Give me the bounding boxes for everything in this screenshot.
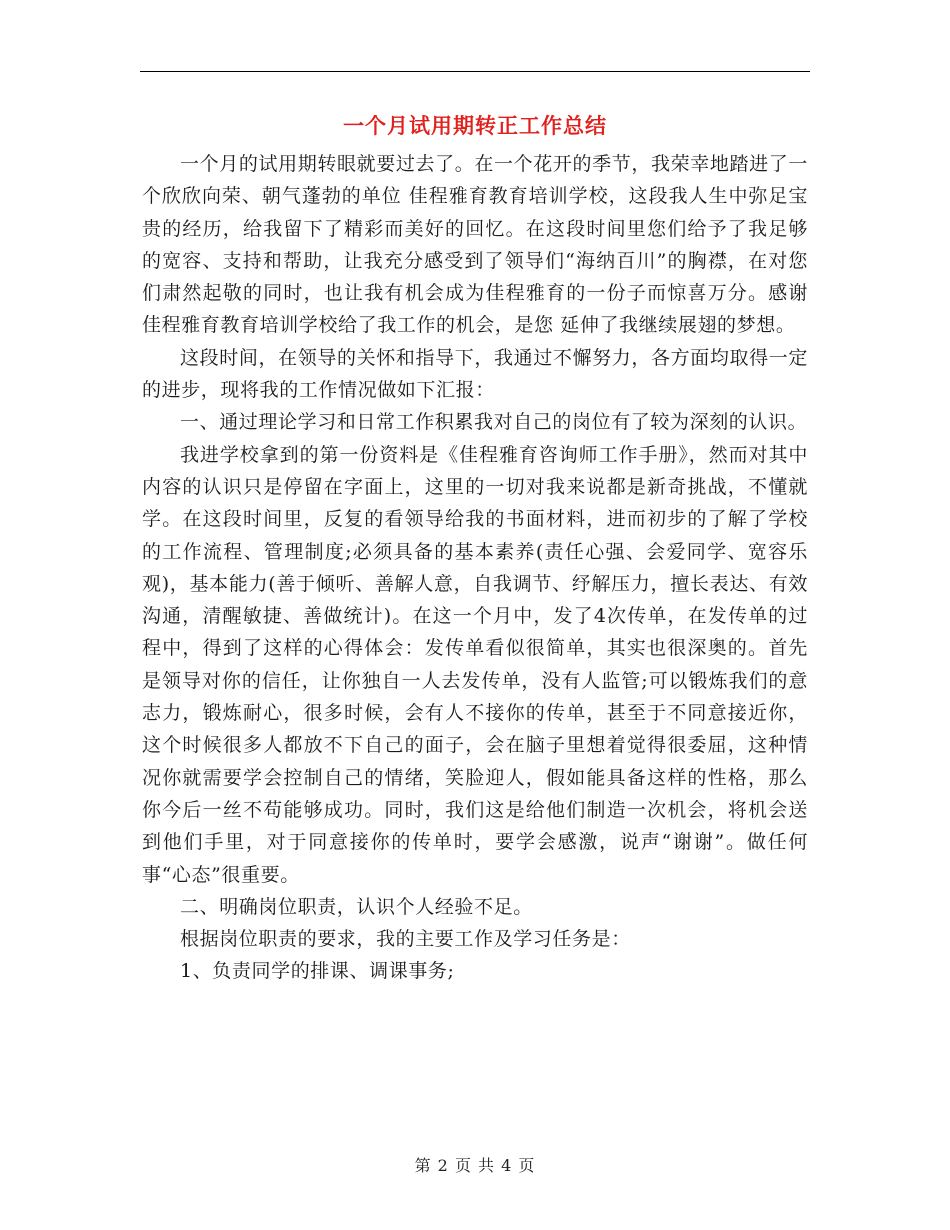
page-number: 第 2 页 共 4 页 xyxy=(414,1156,536,1175)
header-rule xyxy=(140,71,810,72)
paragraph-intro: 一个月的试用期转眼就要过去了。在一个花开的季节，我荣幸地踏进了一个欣欣向荣、朝气蓬勃的单位 佳程雅育教育培训学校，这段我人生中弥足宝贵的经历，给我留下了精彩而美好的回忆。在这段时间里您们给予了我足够的宽容、支持和帮助，让我充分感受到了领导们“海纳百川”的胸襟，在对您们肃然起敬的同时，也让我有机会成为佳程雅育的一份子而惊喜万分。感谢佳程雅育教育培训学校给了我工作的机会，是您 延伸了我继续展翅的梦想。 xyxy=(142,153,808,337)
duty-item-1: 1、负责同学的排课、调课事务; xyxy=(180,960,455,983)
section-heading-2: 二、明确岗位职责，认识个人经验不足。 xyxy=(180,895,533,918)
document-body xyxy=(142,148,808,988)
paragraph-learning: 我进学校拿到的第一份资料是《佳程雅育咨询师工作手册》，然而对其中内容的认识只是停留在字面上，这里的一切对我来说都是新奇挑战，不懂就学。在这段时间里，反复的看领导给我的书面材料，进而初步的了解了学校的工作流程、管理制度;必须具备的基本素养(责任心强、会爱同学、宽容乐观)，基本能力(善于倾听、善解人意，自我调节、纾解压力，擅长表达、有效沟通，清醒敏捷、善做统计)。在这一个月中，发了4次传单，在发传单的过程中，得到了这样的心得体会：发传单看似很简单，其实也很深奥的。首先是领导对你的信任，让你独自一人去发传单，没有人监管;可以锻炼我们的意志力，锻炼耐心，很多时候，会有人不接你的传单，甚至于不同意接近你，这个时候很多人都放不下自己的面子，会在脑子里想着觉得很委屈，这种情况你就需要学会控制自己的情绪，笑脸迎人，假如能具备这样的性格，那么你今后一丝不苟能够成功。同时，我们这是给他们制造一次机会，将机会送到他们手里，对于同意接你的传单时，要学会感激，说声“谢谢”。做任何事“心态”很重要。 xyxy=(142,443,808,886)
document-title: 一个月试用期转正工作总结 xyxy=(343,114,607,138)
section-heading-1: 一、通过理论学习和日常工作积累我对自己的岗位有了较为深刻的认识。 xyxy=(180,411,808,434)
paragraph-progress: 这段时间，在领导的关怀和指导下，我通过不懈努力，各方面均取得一定的进步，现将我的工作情况做如下汇报： xyxy=(142,346,808,402)
paragraph-duties-intro: 根据岗位职责的要求，我的主要工作及学习任务是： xyxy=(180,928,631,951)
